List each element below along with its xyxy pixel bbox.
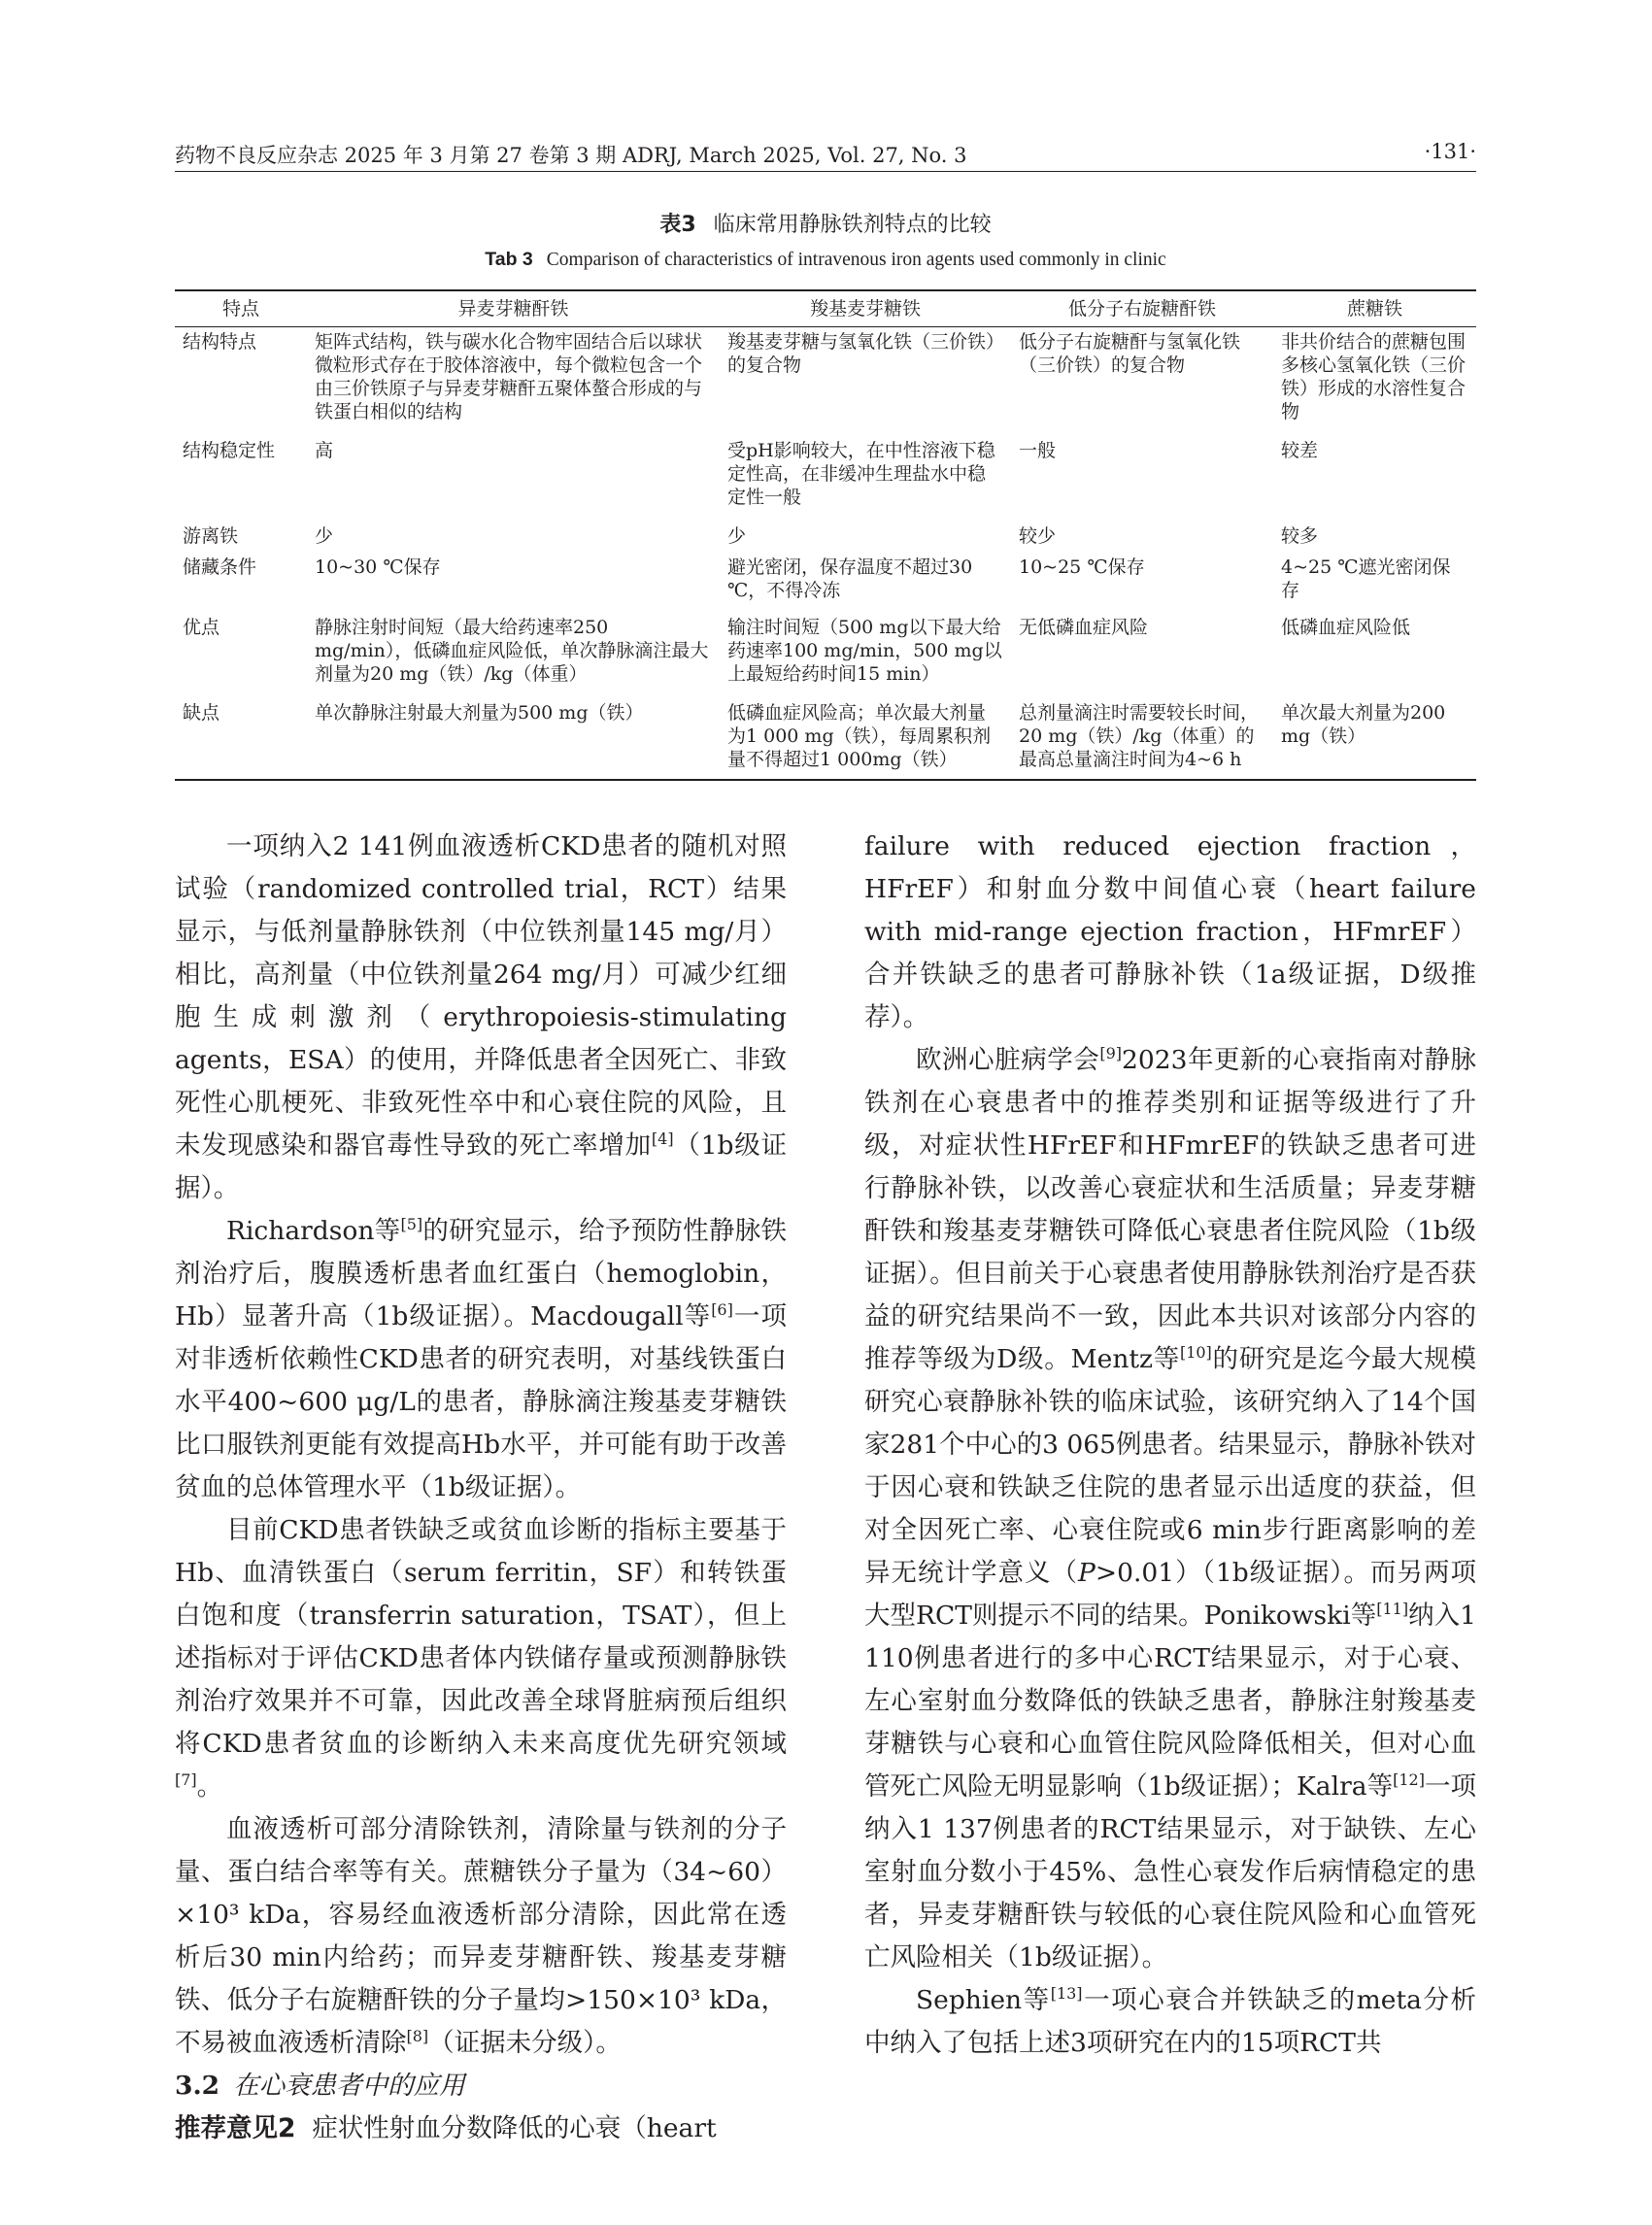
header-cell: 异麦芽糖酐铁 <box>307 290 720 327</box>
text-run: 纳入1 110例患者进行的多中心RCT结果显示，对于心衰、左心室射血分数降低的铁缺乏患者，静脉注射羧基麦芽糖铁与心衰和心血管住院风险降低相关，但对心血管死亡风险无明显影响（1b级证据）；Kalra等 <box>864 1601 1476 1802</box>
text-run: Sephien等 <box>916 1985 1051 2015</box>
table-cell: 10~25 ℃保存 <box>1019 556 1145 578</box>
table-cell: 储藏条件 <box>183 556 257 578</box>
header-cell: 羧基麦芽糖铁 <box>720 290 1011 327</box>
table-cell: 非共价结合的蔗糖包围多核心氢氧化铁（三价铁）形成的水溶性复合物 <box>1281 331 1467 422</box>
text-run: 一项对非透析依赖性CKD患者的研究表明，对基线铁蛋白水平400~600 μg/L的患者，静脉滴注羧基麦芽糖铁比口服铁剂更能有效提高Hb水平，并可能有助于改善贫血的总体管理水平（1b级证据）。 <box>175 1301 788 1502</box>
table-cell: 矩阵式结构，铁与碳水化合物牢固结合后以球状微粒形式存在于胶体溶液中，每个微粒包含一个由三价铁原子与异麦芽糖酐五聚体螯合形成的与铁蛋白相似的结构 <box>315 331 703 422</box>
table-cell: 结构特点 <box>183 331 257 353</box>
header-cell: 特点 <box>175 290 307 327</box>
table-cell: 羧基麦芽糖与氢氧化铁（三价铁）的复合物 <box>727 331 995 376</box>
header-cell: 蔗糖铁 <box>1273 290 1476 327</box>
recommendation <box>175 2107 787 2150</box>
table-row <box>175 613 1476 698</box>
left-column <box>175 826 787 2150</box>
paragraph <box>864 1979 1476 2065</box>
right-column <box>864 826 1476 2065</box>
paragraph <box>175 1210 787 1509</box>
text-run: >0.01）（1b级证据）。而另两项大型RCT则提示不同的结果。Ponikowski等 <box>864 1558 1476 1631</box>
paragraph <box>864 1039 1476 1979</box>
paragraph <box>175 1509 787 1808</box>
table-cell: 低分子右旋糖酐与氢氧化铁（三价铁）的复合物 <box>1019 331 1241 376</box>
text-run: 2023年更新的心衰指南对静脉铁剂在心衰患者中的推荐类别和证据等级进行了升级，对症状性HFrEF和HFmrEF的铁缺乏患者可进行静脉补铁，以改善心衰症状和生活质量；异麦芽糖酐铁和羧基麦芽糖铁可降低心衰患者住院风险（1b级证据）。但目前关于心衰患者使用静脉铁剂治疗是否获益的研究结果尚不一致，因此本共识对该部分内容的推荐等级为D级。Mentz等 <box>864 1045 1476 1374</box>
text-run: 血液透析可部分清除铁剂，清除量与铁剂的分子量、蛋白结合率等有关。蔗糖铁分子量为（34~60）×10³ kDa，容易经血液透析部分清除，因此常在透析后30 min内给药；而异麦芽糖酐铁、羧基麦芽糖铁、低分子右旋糖酐铁的分子量均>150×10³ kDa，不易被血液透析清除 <box>175 1814 787 2058</box>
text-run: 一项心衰合并铁缺乏的meta分析中纳入了包括上述3项研究在内的15项RCT共 <box>864 1985 1476 2058</box>
table-cell: 较差 <box>1281 439 1319 461</box>
table-cell: 较多 <box>1281 524 1319 547</box>
page-number: ·131· <box>1424 140 1476 163</box>
text-run: 一项纳入2 141例血液透析CKD患者的随机对照试验（randomized controlled trial，RCT）结果显示，与低剂量静脉铁剂（中位铁剂量145 mg/月）相比，高剂量（中位铁剂量264 mg/月）可减少红细胞生成刺激剂（erythropoiesis-stimulating agents，ESA）的使用，并降低患者全因死亡、非致死性心肌梗死、非致死性卒中和心衰住院的风险，且未发现感染和器官毒性导致的死亡率增加 <box>175 831 787 1161</box>
citation: [6] <box>711 1300 733 1320</box>
table-title-en: Comparison of characteristics of intravenous iron agents used commonly in clinic <box>546 250 1166 270</box>
p-value-symbol: P <box>1078 1558 1096 1588</box>
table-cell: 受pH影响较大，在中性溶液下稳定性高，在非缓冲生理盐水中稳定性一般 <box>727 439 995 508</box>
journal-info: 药物不良反应杂志 2025 年 3 月第 27 卷第 3 期 ADRJ, March 2025, Vol. 27, No. 3 <box>175 144 967 167</box>
table-row <box>175 436 1476 522</box>
table-row <box>175 522 1476 553</box>
table-cell: 总剂量滴注时需要较长时间，20 mg（铁）/kg（体重）的最高总量滴注时间为4~6 h <box>1011 698 1273 780</box>
header-cell: 低分子右旋糖酐铁 <box>1011 290 1273 327</box>
citation: [7] <box>175 1770 197 1790</box>
text-run: 的研究显示，给予预防性静脉铁剂治疗后，腹膜透析患者血红蛋白（hemoglobin，Hb）显著升高（1b级证据）。Macdougall等 <box>175 1216 788 1332</box>
section-number: 3.2 <box>175 2071 220 2101</box>
table-caption-cn <box>175 208 1476 238</box>
table-cell: 优点 <box>183 616 220 638</box>
table-cell: 4~25 ℃遮光密闭保存 <box>1281 556 1451 601</box>
citation: [8] <box>406 2027 429 2046</box>
comparison-table <box>175 289 1476 781</box>
table-caption-en <box>175 249 1476 271</box>
text-run: 。 <box>196 1771 223 1802</box>
paragraph <box>175 826 787 1210</box>
table-cell: 静脉注射时间短（最大给药速率250 mg/min），低磷血症风险低，单次静脉滴注最大剂量为20 mg（铁）/kg（体重） <box>315 616 709 685</box>
citation: [9] <box>1099 1044 1123 1063</box>
citation: [4] <box>651 1129 674 1149</box>
table-label-cn: 表3 <box>659 213 696 237</box>
table-cell: 较少 <box>1019 524 1057 547</box>
table-cell: 低磷血症风险低 <box>1281 616 1411 638</box>
text-run: （证据未分级）。 <box>428 2028 622 2058</box>
running-header <box>175 136 1476 172</box>
table-cell: 少 <box>727 524 747 547</box>
table-cell: 高 <box>315 439 334 461</box>
table-header-row <box>175 290 1476 327</box>
citation: [10] <box>1179 1343 1212 1363</box>
table-cell: 10~30 ℃保存 <box>315 556 441 578</box>
table-cell: 单次静脉注射最大剂量为500 mg（铁） <box>307 698 720 780</box>
table-row <box>175 327 1476 436</box>
text-run: Richardson等 <box>226 1216 401 1246</box>
citation: [13] <box>1050 1984 1083 2004</box>
table-cell: 避光密闭，保存温度不超过30 ℃，不得冷冻 <box>727 556 973 601</box>
text-run: 目前CKD患者铁缺乏或贫血诊断的指标主要基于Hb、血清铁蛋白（serum ferritin，SF）和转铁蛋白饱和度（transferrin saturation，TSAT），但上述指标对于评估CKD患者体内铁储存量或预测静脉铁剂治疗效果并不可靠，因此改善全球肾脏病预后组织将CKD患者贫血的诊断纳入未来高度优先研究领域 <box>175 1515 787 1759</box>
table-cell: 无低磷血症风险 <box>1019 616 1149 638</box>
citation: [12] <box>1393 1770 1425 1790</box>
table-cell: 输注时间短（500 mg以下最大给药速率100 mg/min，500 mg以上最短给药时间15 min） <box>727 616 1002 685</box>
paragraph <box>864 826 1476 1039</box>
table-cell: 缺点 <box>175 698 307 780</box>
citation: [5] <box>400 1215 423 1234</box>
text-run: （1b级证据）。 <box>175 1130 788 1203</box>
table-cell: 低磷血症风险高；单次最大剂量为1 000 mg（铁），每周累积剂量不得超过1 000mg（铁） <box>720 698 1011 780</box>
table-cell: 结构稳定性 <box>183 439 276 461</box>
section-heading <box>175 2065 787 2107</box>
table-label-en: Tab 3 <box>485 249 533 270</box>
table-cell: 游离铁 <box>183 524 239 547</box>
text-run: failure with reduced ejection fraction，HFrEF）和射血分数中间值心衰（heart failure with mid-range ejection fraction，HFmrEF）合并铁缺乏的患者可静脉补铁（1a级证据，D级推荐）。 <box>864 831 1476 1032</box>
recommendation-label: 推荐意见2 <box>175 2113 296 2143</box>
citation: [11] <box>1376 1600 1409 1619</box>
paragraph <box>175 1808 787 2065</box>
table-row <box>175 698 1476 780</box>
text-run: 欧洲心脏病学会 <box>916 1045 1100 1075</box>
section-title: 在心衰患者中的应用 <box>233 2071 465 2101</box>
table-cell: 一般 <box>1019 439 1057 461</box>
text-run: 的研究是迄今最大规模研究心衰静脉补铁的临床试验，该研究纳入了14个国家281个中心的3 065例患者。结果显示，静脉补铁对于因心衰和铁缺乏住院的患者显示出适度的获益，但对全因死亡率、心衰住院或6 min步行距离影响的差异无统计学意义（ <box>864 1344 1476 1588</box>
recommendation-text: 症状性射血分数降低的心衰（heart <box>312 2113 717 2143</box>
table-cell: 少 <box>315 524 334 547</box>
table-row <box>175 553 1476 613</box>
table-cell: 单次最大剂量为200 mg（铁） <box>1273 698 1476 780</box>
table-title-cn: 临床常用静脉铁剂特点的比较 <box>713 213 992 237</box>
text-run: 一项纳入1 137例患者的RCT结果显示，对于缺铁、左心室射血分数小于45%、急性心衰发作后病情稳定的患者，异麦芽糖酐铁与较低的心衰住院风险和心血管死亡风险相关（1b级证据）。 <box>864 1771 1476 1972</box>
